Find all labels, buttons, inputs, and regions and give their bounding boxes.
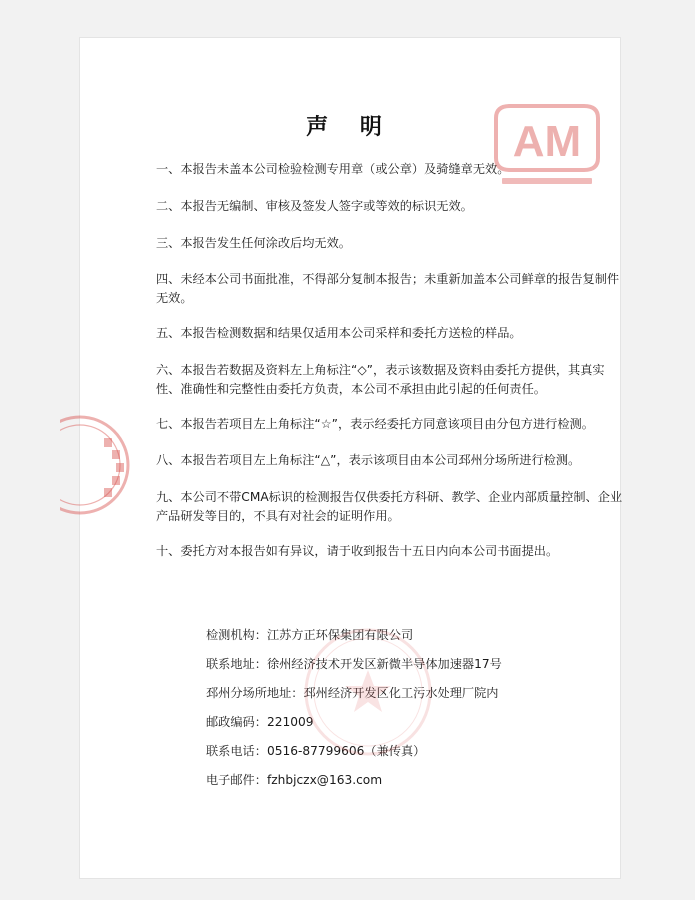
document-title: 声 明: [306, 115, 394, 140]
am-seal-text: AM: [512, 117, 582, 166]
contact-value: 徐州经济技术开发区新微半导体加速器17号: [266, 657, 502, 671]
contact-label: 邳州分场所地址：: [206, 686, 304, 700]
company-seal-center: [298, 622, 438, 762]
contact-row-email: [206, 771, 382, 788]
am-seal-stamp: [488, 98, 606, 196]
contact-label: 联系电话：: [206, 744, 267, 758]
contact-value: 江苏方正环保集团有限公司: [266, 628, 414, 642]
statement-item-7: 七、本报告若项目左上角标注“☆”，表示经委托方同意该项目由分包方进行检测。: [156, 417, 594, 431]
contact-value: 221009: [266, 715, 314, 729]
contact-value: 0516-87799606（兼传真）: [266, 744, 426, 758]
contact-value: fzhbjczx@163.com: [266, 773, 383, 787]
statement-item-2: 二、本报告无编制、审核及签发人签字或等效的标识无效。: [156, 199, 473, 213]
statement-item-10: 十、委托方对本报告如有异议，请于收到报告十五日内向本公司书面提出。: [156, 544, 559, 558]
contact-label: 检测机构：: [206, 628, 267, 642]
statement-item-8: 八、本报告若项目左上角标注“△”，表示该项目由本公司邳州分场所进行检测。: [156, 453, 581, 467]
contact-label: 邮政编码：: [206, 715, 267, 729]
contact-label: 电子邮件：: [206, 773, 267, 787]
statement-item-4: 四、未经本公司书面批准，不得部分复制本报告；未重新加盖本公司鲜章的报告复制件无效。: [156, 272, 620, 305]
statement-item-1: 一、本报告未盖本公司检验检测专用章（或公章）及骑缝章无效。: [156, 162, 510, 176]
statement-item-5: 五、本报告检测数据和结果仅适用本公司采样和委托方送检的样品。: [156, 326, 522, 340]
contact-label: 联系地址：: [206, 657, 267, 671]
statement-item-6: 六、本报告若数据及资料左上角标注“◇”，表示该数据及资料由委托方提供，其真实性、准确性和完整性由委托方负责，本公司不承担由此引起的任何责任。: [156, 363, 605, 396]
company-seal-left: [60, 410, 134, 520]
contact-value: 邳州经济开发区化工污水处理厂院内: [303, 686, 499, 700]
statement-item-3: 三、本报告发生任何涂改后均无效。: [156, 236, 351, 250]
statement-item-9: 九、本公司不带CMA标识的检测报告仅供委托方科研、教学、企业内部质量控制、企业产品研发等目的，不具有对社会的证明作用。: [156, 490, 623, 523]
